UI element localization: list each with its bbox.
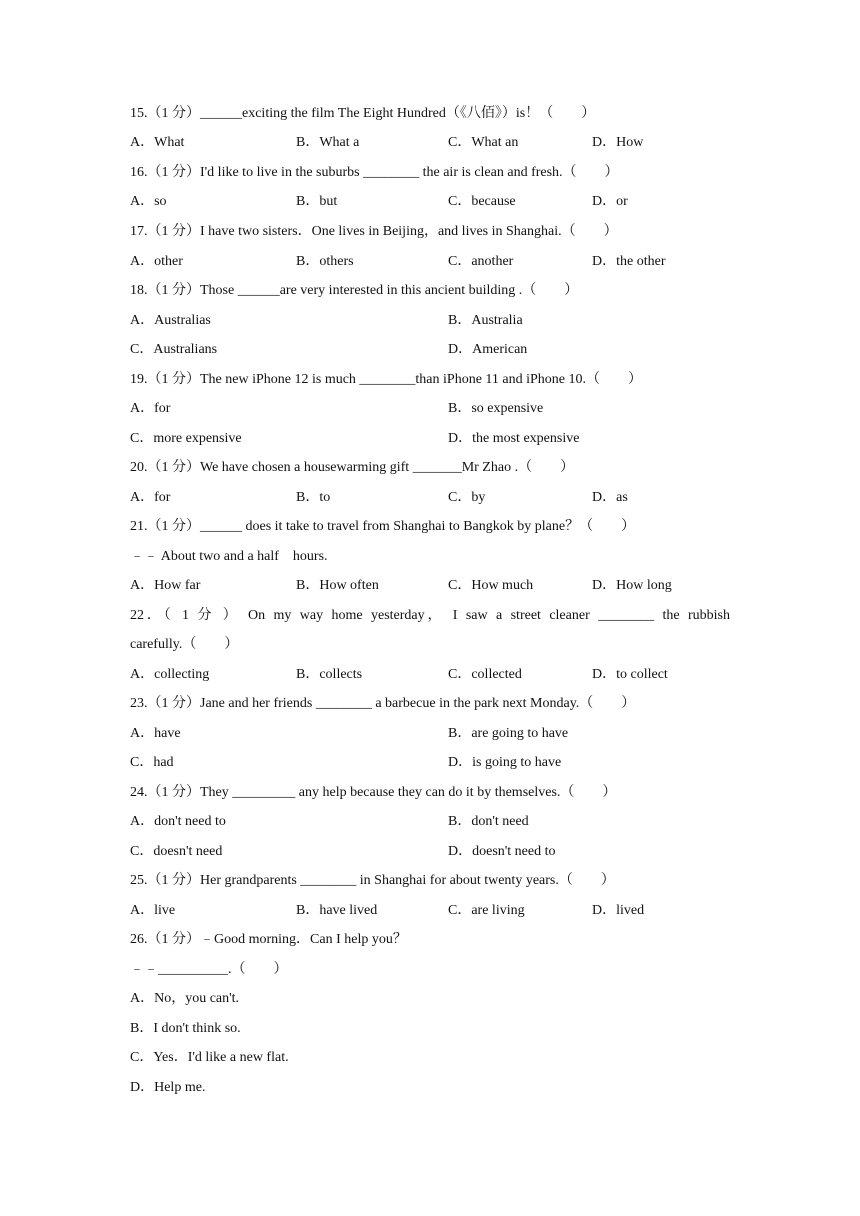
question-21-stem: 21.（1 分）______ does it take to travel from Shanghai to Bangkok by plane？（ ） xyxy=(130,519,636,534)
question-16-stem: 16.（1 分）I'd like to live in the suburbs ________ the air is clean and fresh.（ ） xyxy=(130,165,619,180)
question-21-option-c: C．How much xyxy=(448,578,534,593)
question-24-stem: 24.（1 分）They _________ any help because they can do it by themselves.（ ） xyxy=(130,785,617,800)
question-25-option-c: C．are living xyxy=(448,903,525,918)
question-25-stem: 25.（1 分）Her grandparents ________ in Shanghai for about twenty years.（ ） xyxy=(130,873,615,888)
question-19-option-a: A．for xyxy=(130,401,171,416)
question-20-option-b: B．to xyxy=(296,490,331,505)
question-21-option-b: B．How often xyxy=(296,578,379,593)
question-23-option-a: A．have xyxy=(130,726,181,741)
question-16-option-c: C．because xyxy=(448,194,516,209)
question-17-option-b: B．others xyxy=(296,254,354,269)
question-26-option-d: D．Help me. xyxy=(130,1080,206,1095)
question-22-option-a: A．collecting xyxy=(130,667,210,682)
question-19-stem: 19.（1 分）The new iPhone 12 is much ________than iPhone 11 and iPhone 10.（ ） xyxy=(130,372,642,387)
question-16-option-a: A．so xyxy=(130,194,167,209)
question-15-option-b: B．What a xyxy=(296,135,360,150)
question-24-option-b: B．don't need xyxy=(448,814,529,829)
question-17-option-a: A．other xyxy=(130,254,183,269)
question-20-option-a: A．for xyxy=(130,490,171,505)
question-25-option-a: A．live xyxy=(130,903,176,918)
question-26-answer-line: ﹣﹣__________.（ ） xyxy=(130,962,288,977)
question-16-option-b: B．but xyxy=(296,194,338,209)
question-15-stem: 15.（1 分）______exciting the film The Eight Hundred（《八佰》）is！（ ） xyxy=(130,106,596,121)
question-18-option-b: B．Australia xyxy=(448,313,523,328)
question-21-answer-line: ﹣﹣ About two and a half hours. xyxy=(130,549,328,564)
question-15-option-c: C．What an xyxy=(448,135,519,150)
question-22-option-b: B．collects xyxy=(296,667,363,682)
question-18-option-c: C．Australians xyxy=(130,342,218,357)
question-26-option-b: B．I don't think so. xyxy=(130,1021,241,1036)
question-23-option-c: C．had xyxy=(130,755,174,770)
question-20-option-c: C．by xyxy=(448,490,486,505)
question-23-option-b: B．are going to have xyxy=(448,726,569,741)
question-24-option-a: A．don't need to xyxy=(130,814,226,829)
question-16-option-d: D．or xyxy=(592,194,628,209)
question-22-stem: 22．（ 1 分 ） On my way home yesterday， I saw a street cleaner ________ the rubbish xyxy=(130,608,730,623)
question-22-option-d: D．to collect xyxy=(592,667,668,682)
question-26-stem: 26.（1 分）﹣Good morning．Can I help you？ xyxy=(130,932,407,947)
question-17-option-c: C．another xyxy=(448,254,514,269)
question-19-option-b: B．so expensive xyxy=(448,401,544,416)
question-15-option-a: A．What xyxy=(130,135,185,150)
question-19-option-c: C．more expensive xyxy=(130,431,242,446)
question-20-option-d: D．as xyxy=(592,490,628,505)
question-26-option-a: A．No，you can't. xyxy=(130,991,240,1006)
question-20-stem: 20.（1 分）We have chosen a housewarming gift _______Mr Zhao .（ ） xyxy=(130,460,575,475)
question-18-option-d: D．American xyxy=(448,342,528,357)
question-17-stem: 17.（1 分）I have two sisters．One lives in Beijing，and lives in Shanghai.（ ） xyxy=(130,224,618,239)
question-24-option-d: D．doesn't need to xyxy=(448,844,556,859)
question-26-option-c: C．Yes．I'd like a new flat. xyxy=(130,1050,289,1065)
question-24-option-c: C．doesn't need xyxy=(130,844,223,859)
question-23-option-d: D．is going to have xyxy=(448,755,562,770)
question-18-stem: 18.（1 分）Those ______are very interested in this ancient building .（ ） xyxy=(130,283,579,298)
question-15-option-d: D．How xyxy=(592,135,644,150)
question-25-option-d: D．lived xyxy=(592,903,645,918)
question-21-option-a: A．How far xyxy=(130,578,201,593)
question-21-option-d: D．How long xyxy=(592,578,672,593)
question-22-stem-continued: carefully.（ ） xyxy=(130,637,239,652)
question-19-option-d: D．the most expensive xyxy=(448,431,580,446)
question-18-option-a: A．Australias xyxy=(130,313,211,328)
question-17-option-d: D．the other xyxy=(592,254,666,269)
question-22-option-c: C．collected xyxy=(448,667,522,682)
question-25-option-b: B．have lived xyxy=(296,903,378,918)
question-23-stem: 23.（1 分）Jane and her friends ________ a barbecue in the park next Monday.（ ） xyxy=(130,696,636,711)
